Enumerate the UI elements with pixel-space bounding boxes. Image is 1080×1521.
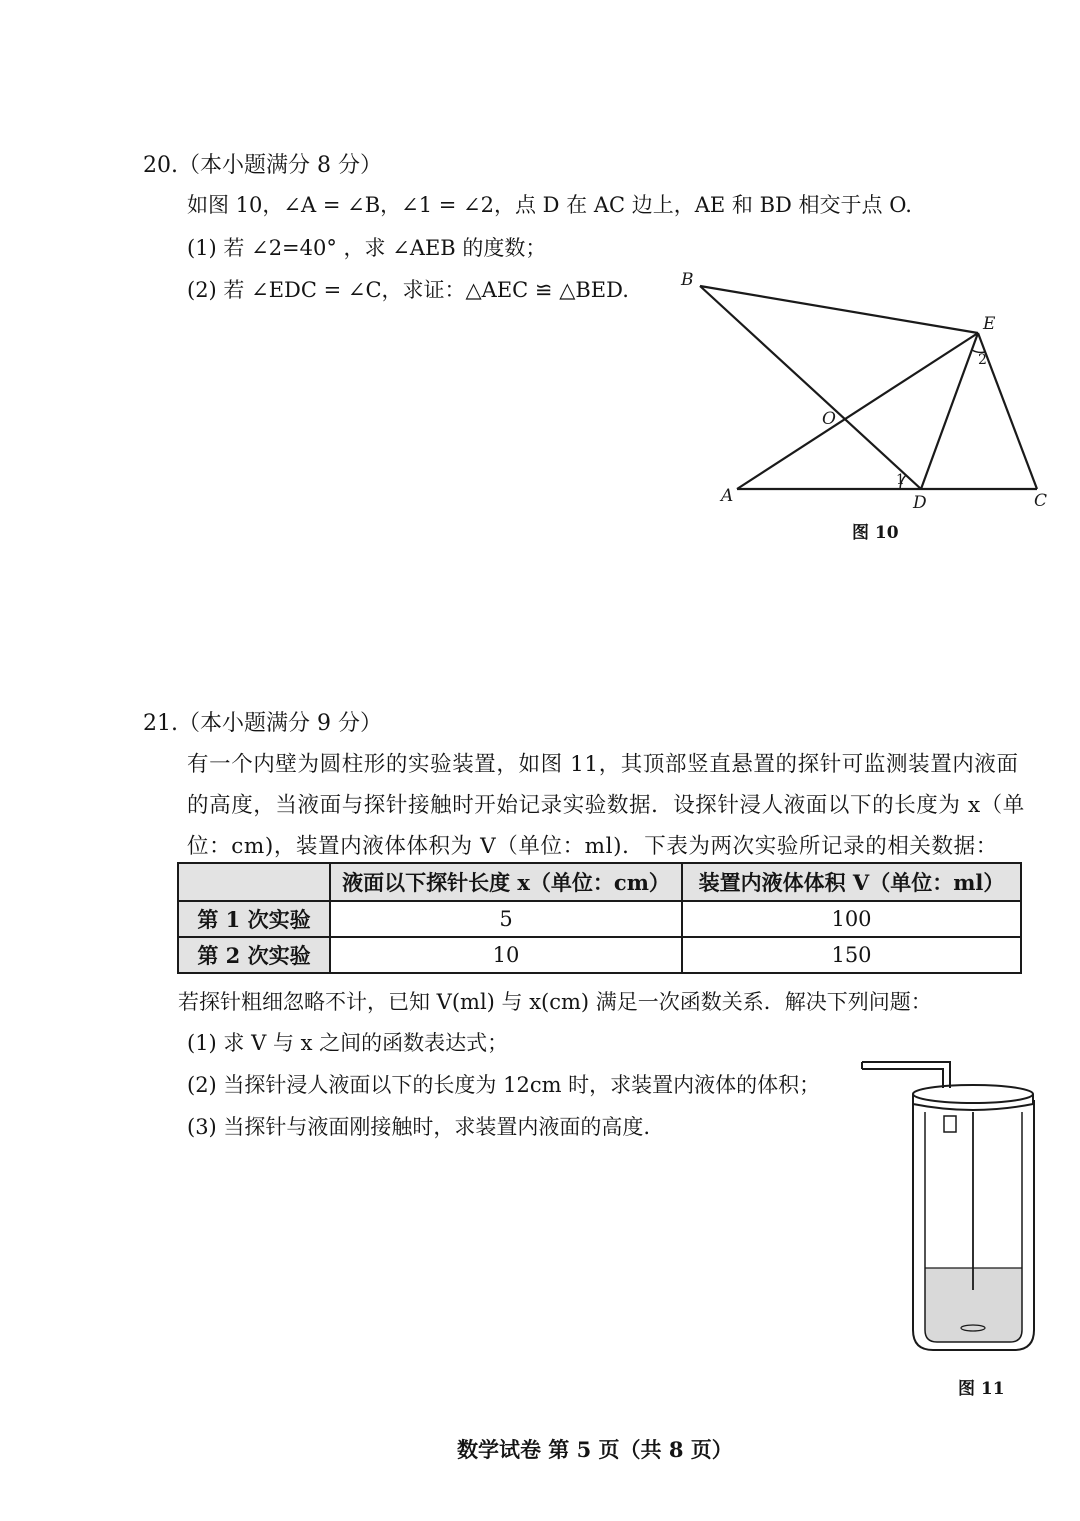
q21-para-line2: 的高度，当液面与探针接触时开始记录实验数据．设探针浸人液面以下的长度为 x（单 [187,793,1025,818]
table-header-corner [178,863,330,901]
q21-part2: (2) 当探针浸人液面以下的长度为 12cm 时，求装置内液体的体积； [187,1073,821,1097]
q21-para-line1: 有一个内壁为圆柱形的实验装置，如图 11，其顶部竖直悬置的探针可监测装置内液面 [187,752,1019,777]
segment-ed [921,333,978,489]
label-e: E [983,314,996,334]
q20-part1: (1) 若 ∠2=40° ，求 ∠AEB 的度数； [187,236,547,260]
label-b: B [681,270,694,290]
q20-stem: 如图 10，∠A = ∠B，∠1 = ∠2，点 D 在 AC 边上，AE 和 BD 相交于点 O. [187,193,912,217]
segment-be [700,286,978,333]
table-row-label: 第 1 次实验 [178,901,330,937]
table-row [178,901,1021,937]
experiment-table [177,862,1022,974]
label-d: D [913,493,927,513]
figure-10 [660,260,1060,550]
table-header-row [178,863,1021,901]
table-row [178,937,1021,973]
label-a: A [721,486,734,506]
figure-11 [850,1050,1050,1360]
probe-head [944,1116,956,1132]
table-cell-x: 10 [330,937,682,973]
table-cell-x: 5 [330,901,682,937]
q21-header: 21.（本小题满分 9 分） [143,711,382,736]
probe-holder [862,1062,950,1088]
figure-11-caption: 图 11 [958,1379,1005,1399]
label-c: C [1034,491,1048,511]
label-o: O [822,409,836,429]
table-header-x: 液面以下探针长度 x（单位：cm） [330,863,682,901]
table-cell-v: 150 [682,937,1021,973]
q21-para-line3: 位：cm)，装置内液体体积为 V（单位：ml)．下表为两次实验所记录的相关数据： [187,834,998,859]
lid-top [913,1085,1033,1103]
q21-part1: (1) 求 V 与 x 之间的函数表达式； [187,1031,509,1055]
page-footer: 数学试卷 第 5 页（共 8 页） [457,1437,733,1462]
table-header-v: 装置内液体体积 V（单位：ml） [682,863,1021,901]
segment-ae [737,333,978,489]
table-row-label: 第 2 次实验 [178,937,330,973]
segment-bd [700,286,921,489]
q20-header: 20.（本小题满分 8 分） [143,153,382,178]
label-angle-2: 2 [978,352,987,368]
q20-part2: (2) 若 ∠EDC = ∠C，求证：△AEC ≌ △BED. [187,278,629,302]
q21-part3: (3) 当探针与液面刚接触时，求装置内液面的高度. [187,1115,651,1139]
label-angle-1: 1 [896,472,905,488]
figure-10-caption: 图 10 [852,523,899,543]
q21-condition: 若探针粗细忽略不计，已知 V(ml) 与 x(cm) 满足一次函数关系．解决下列问题： [178,990,932,1014]
table-cell-v: 100 [682,901,1021,937]
